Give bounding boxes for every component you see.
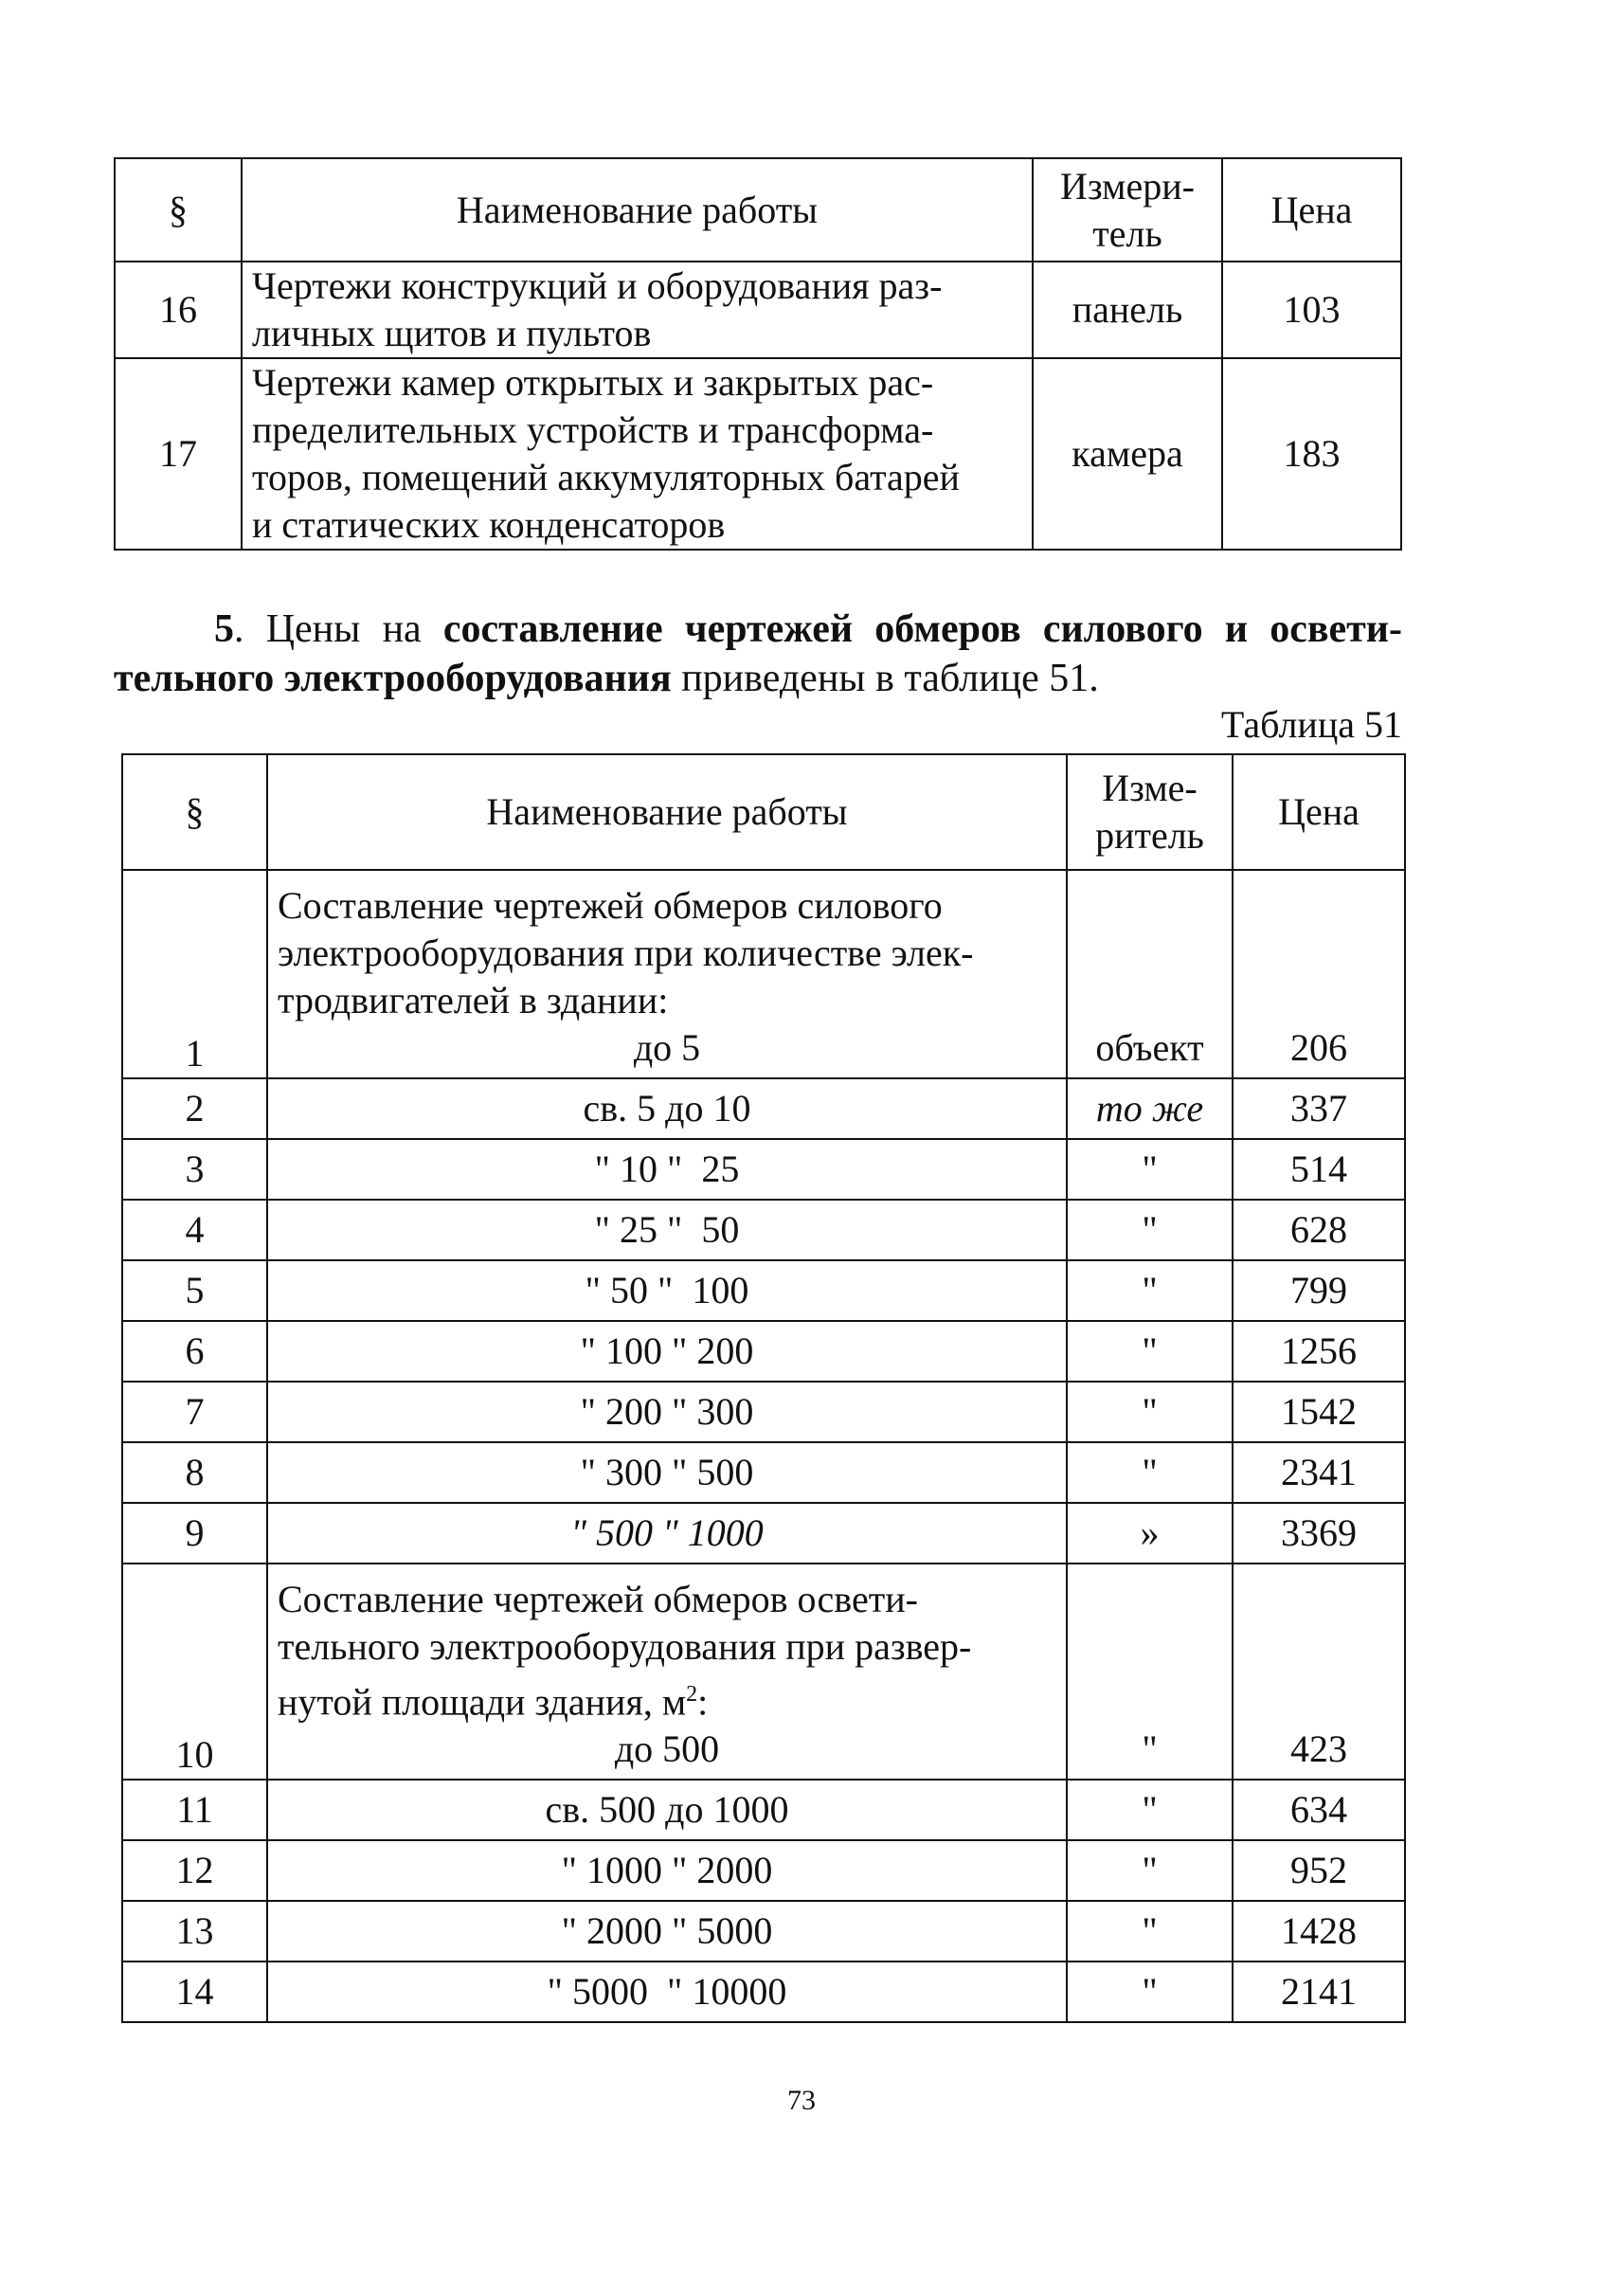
header-price: Цена bbox=[1222, 158, 1401, 262]
table-row bbox=[122, 1078, 1405, 1139]
row-unit: " bbox=[1067, 1442, 1233, 1503]
row-work-name: Чертежи камер открытых и закрытых рас- пределительных устройств и трансформа- торов, помещений аккумуляторных батарей и статических конденсаторов bbox=[242, 358, 1033, 550]
row-number: 14 bbox=[122, 1962, 267, 2022]
table-row bbox=[122, 1382, 1405, 1442]
paragraph-text-start: . Цены на bbox=[234, 607, 443, 651]
row-price: 423 bbox=[1233, 1564, 1405, 1780]
row-number: 13 bbox=[122, 1901, 267, 1962]
price-table-50 bbox=[114, 157, 1402, 551]
row-unit: » bbox=[1067, 1503, 1233, 1564]
row-range: " 5000 " 10000 bbox=[267, 1962, 1067, 2022]
row-price: 206 bbox=[1233, 870, 1405, 1078]
paragraph-5 bbox=[114, 605, 1402, 703]
table-row bbox=[122, 1200, 1405, 1260]
row-number: 4 bbox=[122, 1200, 267, 1260]
row-price: 1428 bbox=[1233, 1901, 1405, 1962]
table-row bbox=[122, 1321, 1405, 1382]
row-number: 2 bbox=[122, 1078, 267, 1139]
table-row bbox=[122, 1780, 1405, 1840]
paragraph-bold-text: составление чертежей обмеров силового и освети-тельного электрооборудования bbox=[114, 607, 1402, 700]
header-unit: Измери- тель bbox=[1033, 158, 1222, 262]
row-work-name: Чертежи конструкций и оборудования раз- личных щитов и пультов bbox=[242, 262, 1033, 358]
table-row bbox=[122, 870, 1405, 1078]
row-price: 1542 bbox=[1233, 1382, 1405, 1442]
row-price: 799 bbox=[1233, 1260, 1405, 1321]
table-row bbox=[115, 358, 1401, 550]
row-range: " 10 " 25 bbox=[267, 1139, 1067, 1200]
row-number: 3 bbox=[122, 1139, 267, 1200]
table-51-label: Таблица 51 bbox=[1220, 703, 1402, 746]
table-row bbox=[122, 1139, 1405, 1200]
row-range: св. 500 до 1000 bbox=[267, 1780, 1067, 1840]
row-number: 5 bbox=[122, 1260, 267, 1321]
table-row bbox=[122, 1840, 1405, 1901]
row-unit: " bbox=[1067, 1139, 1233, 1200]
table-header-row bbox=[122, 754, 1405, 870]
row-range: до 500 bbox=[614, 1727, 720, 1771]
group-heading: Составление чертежей обмеров силового bbox=[278, 884, 943, 927]
row-unit: " bbox=[1067, 1901, 1233, 1962]
row-price: 628 bbox=[1233, 1200, 1405, 1260]
row-range: " 100 " 200 bbox=[267, 1321, 1067, 1382]
row-unit: " bbox=[1067, 1321, 1233, 1382]
row-range: " 1000 " 2000 bbox=[267, 1840, 1067, 1901]
table-row bbox=[122, 1962, 1405, 2022]
header-price: Цена bbox=[1233, 754, 1405, 870]
row-range: " 25 " 50 bbox=[267, 1200, 1067, 1260]
row-number: 7 bbox=[122, 1382, 267, 1442]
row-price: 183 bbox=[1222, 358, 1401, 550]
row-number: 17 bbox=[115, 358, 242, 550]
row-price: 514 bbox=[1233, 1139, 1405, 1200]
row-range: до 5 bbox=[633, 1026, 701, 1069]
row-number: 10 bbox=[122, 1564, 267, 1780]
table-row bbox=[122, 1260, 1405, 1321]
table-row bbox=[122, 1442, 1405, 1503]
row-unit: камера bbox=[1033, 358, 1222, 550]
row-number: 12 bbox=[122, 1840, 267, 1901]
row-work-name: Составление чертежей обмеров освети- тельного электрооборудования при развер- нутой площади здания, $м^2$: до 500 bbox=[267, 1564, 1067, 1780]
header-work-name: Наименование работы bbox=[242, 158, 1033, 262]
paragraph-text-end: приведены в таблице 51. bbox=[671, 657, 1099, 700]
header-section-symbol: § bbox=[115, 158, 242, 262]
row-unit: " bbox=[1067, 1564, 1233, 1780]
row-unit: то же bbox=[1067, 1078, 1233, 1139]
row-price: 634 bbox=[1233, 1780, 1405, 1840]
table-row bbox=[122, 1503, 1405, 1564]
row-range: " 50 " 100 bbox=[267, 1260, 1067, 1321]
row-price: 1256 bbox=[1233, 1321, 1405, 1382]
row-range: св. 5 до 10 bbox=[267, 1078, 1067, 1139]
table-row bbox=[122, 1564, 1405, 1780]
page-number: 73 bbox=[787, 2085, 816, 2116]
row-price: 337 bbox=[1233, 1078, 1405, 1139]
table-header-row bbox=[115, 158, 1401, 262]
row-range: " 200 " 300 bbox=[267, 1382, 1067, 1442]
row-unit: панель bbox=[1033, 262, 1222, 358]
row-unit: объект bbox=[1067, 870, 1233, 1078]
row-unit: " bbox=[1067, 1840, 1233, 1901]
row-work-name: Составление чертежей обмеров силового электрооборудования при количестве элек- тродвигателей в здании: до 5 bbox=[267, 870, 1067, 1078]
row-range: " 500 " 1000 bbox=[267, 1503, 1067, 1564]
header-section-symbol: § bbox=[122, 754, 267, 870]
price-table-51 bbox=[121, 753, 1406, 2023]
row-number: 16 bbox=[115, 262, 242, 358]
row-number: 1 bbox=[122, 870, 267, 1078]
row-unit: " bbox=[1067, 1962, 1233, 2022]
table-row bbox=[122, 1901, 1405, 1962]
row-unit: " bbox=[1067, 1260, 1233, 1321]
row-number: 11 bbox=[122, 1780, 267, 1840]
row-price: 103 bbox=[1222, 262, 1401, 358]
table-row bbox=[115, 262, 1401, 358]
paragraph-number: 5 bbox=[214, 607, 234, 651]
row-unit: " bbox=[1067, 1200, 1233, 1260]
header-work-name: Наименование работы bbox=[267, 754, 1067, 870]
row-unit: " bbox=[1067, 1382, 1233, 1442]
row-price: 3369 bbox=[1233, 1503, 1405, 1564]
group-heading: Составление чертежей обмеров освети- bbox=[278, 1578, 918, 1620]
row-unit: " bbox=[1067, 1780, 1233, 1840]
row-price: 952 bbox=[1233, 1840, 1405, 1901]
row-price: 2141 bbox=[1233, 1962, 1405, 2022]
row-range: " 300 " 500 bbox=[267, 1442, 1067, 1503]
row-number: 9 bbox=[122, 1503, 267, 1564]
header-unit: Изме- ритель bbox=[1067, 754, 1233, 870]
row-range: " 2000 " 5000 bbox=[267, 1901, 1067, 1962]
row-number: 8 bbox=[122, 1442, 267, 1503]
row-price: 2341 bbox=[1233, 1442, 1405, 1503]
row-number: 6 bbox=[122, 1321, 267, 1382]
